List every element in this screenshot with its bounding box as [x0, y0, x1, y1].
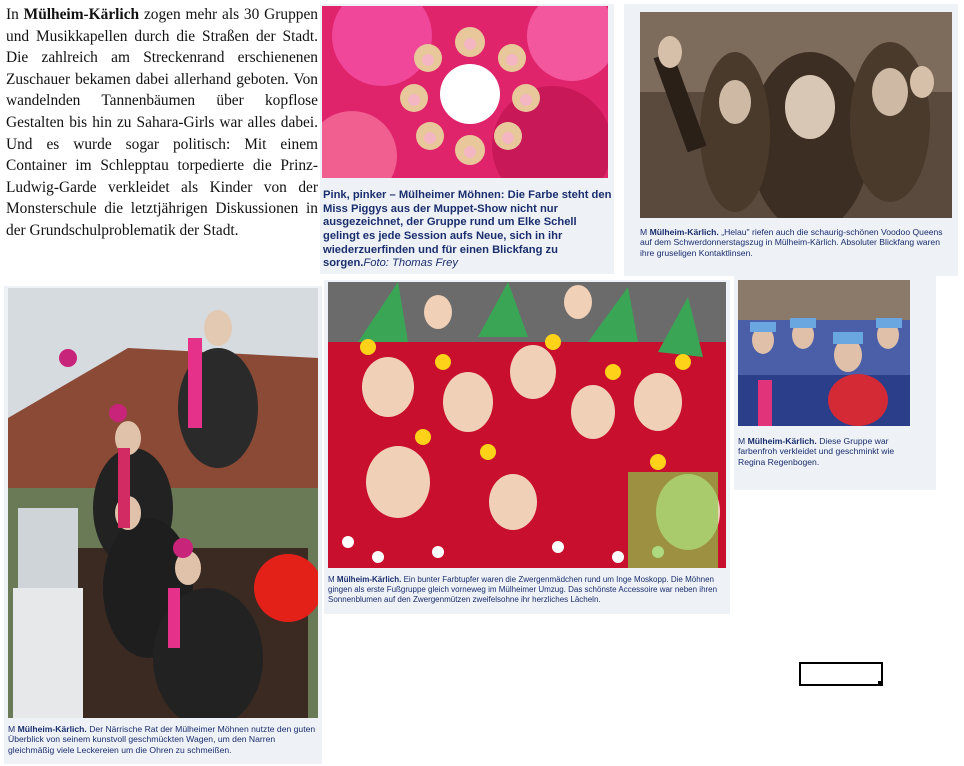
narrenrat-caption-place: Mülheim-Kärlich.: [17, 724, 87, 734]
narrenrat-caption-prefix: M: [8, 724, 16, 734]
zwerge-caption-text: Ein bunter Farbtupfer waren die Zwergenmädchen rund um Inge Moskopp. Die Möhnen gingen als erste Fußgruppe gleich vorneweg im Mülheimer Umzug. Das schönste Accessoire war neben ihren Sonnenblumen auf den Zwergenmützen zweifelsohne ihr herzliches Lächeln.: [328, 575, 718, 604]
miss-piggy-caption: [323, 189, 613, 271]
voodoo-photo: [640, 12, 952, 218]
miss-piggy-caption-text: Pink, pinker – Mülheimer Möhnen: Die Farbe steht den Miss Piggys aus der Muppet-Show nicht nur ausgezeichnet, der Gruppe rund um Elke Schell gelingt es jede Session aufs Neue, sich in ihr wiederzuerfinden und für einen Blickfang zu sorgen.: [323, 189, 612, 270]
regenbogen-photo: [738, 280, 910, 426]
regenbogen-caption-text: Diese Gruppe war farbenfroh verkleidet und geschminkt wie Regina Regenbogen.: [738, 436, 895, 467]
miss-piggy-photo: [322, 6, 608, 178]
zwerge-caption-place: Mülheim-Kärlich.: [336, 575, 402, 584]
article-place: Mülheim-Kärlich: [23, 6, 140, 23]
article-text: In Mülheim-Kärlich zogen mehr als 30 Gruppen und Musikkapellen durch die Straßen der Stadt. Die zahlreich am Streckenrand erschienenen Zuschauer bekamen dabei allerhand geboten. Von wandelnden Tannenbäumen über kopflose Gestalten bis hin zu Sahara-Girls war alles dabei. Und es wurde sogar politisch: Mit einem Container im Schlepptau torpedierte die Prinz-Ludwig-Garde verkleidet als Kinder von der Monsterschule die letztjährigen Diskussionen in der Grundschulproblematik der Stadt.: [6, 6, 318, 239]
regenbogen-caption: [738, 436, 912, 467]
narrenrat-caption-text: Der Närrische Rat der Mülheimer Möhnen nutzte den guten Überblick von seinem kunstvoll geschmückten Wagen, um den Narren gleichmäßig viele Leckereien um die Ohren zu schmeißen.: [8, 724, 316, 755]
miss-piggy-photo-credit: Foto: Thomas Frey: [363, 257, 458, 270]
voodoo-caption-text: „Helau" riefen auch die schaurig-schönen Voodoo Queens auf dem Schwerdonnerstagszug in Mülheim-Kärlich. Absoluter Blickfang waren ihre gruseligen Kontaktlinsen.: [640, 227, 943, 258]
voodoo-caption: [640, 227, 952, 258]
zwerge-caption: [328, 575, 726, 604]
selection-rectangle[interactable]: [799, 662, 883, 686]
narrenrat-photo: [8, 288, 318, 718]
resize-handle[interactable]: [878, 681, 882, 685]
voodoo-caption-prefix: M: [640, 227, 648, 237]
regenbogen-caption-place: Mülheim-Kärlich.: [747, 436, 817, 446]
zwerge-caption-prefix: M: [328, 575, 335, 584]
regenbogen-caption-prefix: M: [738, 436, 746, 446]
narrenrat-caption: [8, 724, 318, 755]
voodoo-caption-place: Mülheim-Kärlich.: [649, 227, 719, 237]
zwerge-photo: [328, 282, 726, 568]
article-body: zogen mehr als 30 Gruppen und Musikkapellen durch die Straßen der Stadt. Die zahlreich am Streckenrand erschienenen Zuschauer bekamen dabei allerhand geboten. Von wandelnden Tannenbäumen über kopflose Gestalten bis hin zu Sahara-Girls war alles dabei. Und es wurde sogar politisch: Mit einem Container im Schlepptau torpedierte die Prinz-Ludwig-Garde verkleidet als Kinder von der Monsterschule die letztjährigen Diskussionen in der Grundschulproblematik der Stadt.: [6, 6, 318, 239]
